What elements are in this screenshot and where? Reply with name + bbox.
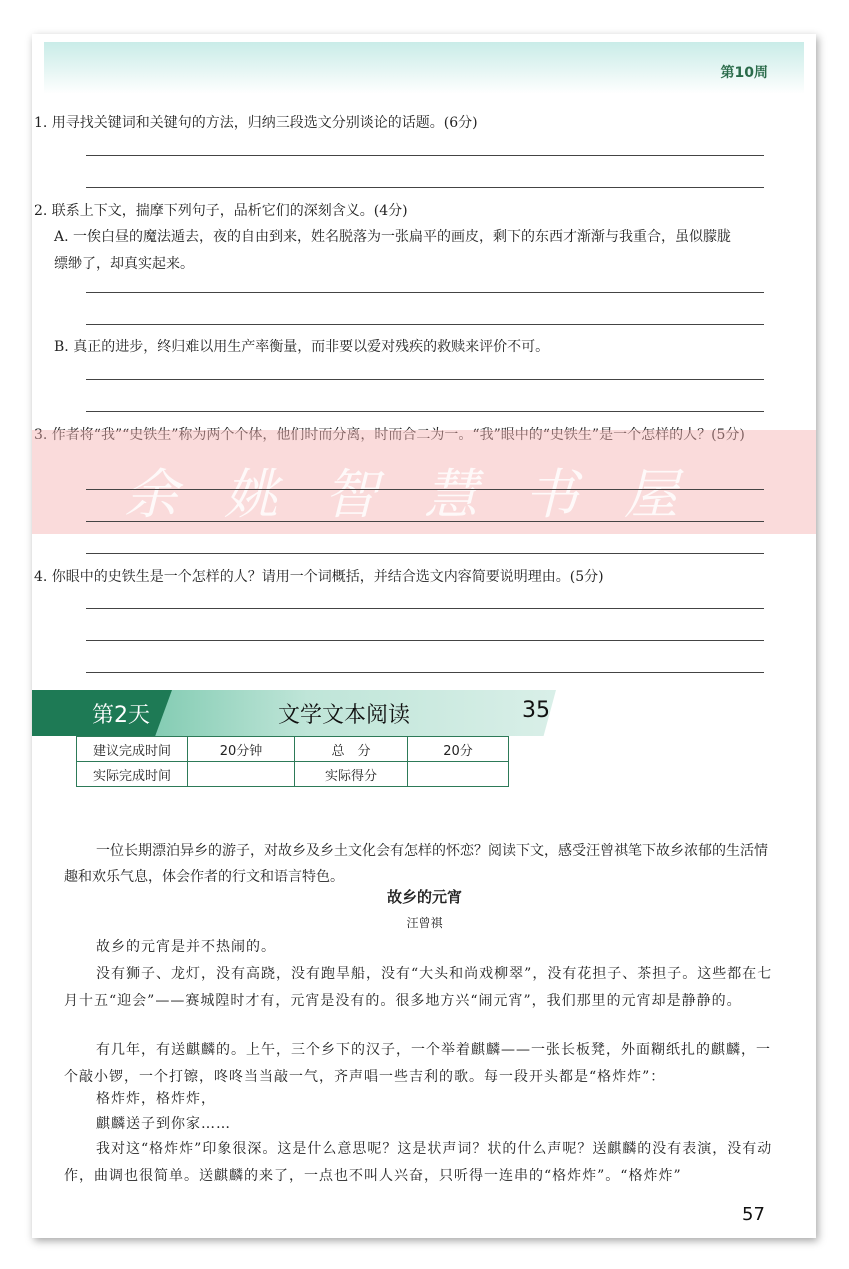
week-label: 第10周 [720,65,768,81]
answer-line [86,553,764,554]
essay-paragraph: 格炸炸，格炸炸， [96,1091,216,1107]
header-band [44,42,804,94]
essay-paragraph: 有几年，有送麒麟的。上午，三个乡下的汉子，一个举着麒麟——一张长板凳，外面糊纸扎的麒麟，一个敲小锣，一个打镲，咚咚当当敲一气，齐声唱一些吉利的歌。每一段开头都是“格炸炸”： [64,1042,771,1085]
table-cell: 20分 [408,737,509,762]
essay-paragraph: 没有狮子、龙灯，没有高跷，没有跑旱船，没有“大头和尚戏柳翠”，没有花担子、茶担子。这些都在七月十五“迎会”——赛城隍时才有，元宵是没有的。很多地方兴“闹元宵”，我们那里的元宵却是静静的。 [64,966,773,1009]
essay-author: 汪曾祺 [406,916,443,930]
day-label: 第2天 [92,703,150,728]
answer-line [86,672,764,673]
question-4: 4. 你眼中的史铁生是一个怎样的人？请用一个词概括，并结合选文内容简要说明理由。(5分) [34,569,604,585]
answer-line [86,521,764,522]
answer-line [86,187,764,188]
watermark-band [32,430,816,534]
section-banner [32,690,562,736]
table-cell: 实际完成时间 [77,762,188,787]
question-2: 2. 联系上下文，揣摩下列句子，品析它们的深刻含义。(4分) [34,203,408,219]
table-cell: 实际得分 [295,762,408,787]
answer-line [86,640,764,641]
answer-line [86,292,764,293]
essay-paragraph: 故乡的元宵是并不热闹的。 [96,939,276,955]
answer-line [86,155,764,156]
table-cell [408,762,509,787]
table-cell: 建议完成时间 [77,737,188,762]
reading-intro: 一位长期漂泊异乡的游子，对故乡及乡土文化会有怎样的怀恋？阅读下文，感受汪曾祺笔下故乡浓郁的生活情趣和欢乐气息，体会作者的行文和语言特色。 [64,843,768,885]
answer-line [86,324,764,325]
completion-info-table [76,736,509,787]
question-2b: B. 真正的进步，终归难以用生产率衡量，而非要以爱对残疾的救赎来评价不可。 [54,339,550,355]
question-3: 3. 作者将“我”“史铁生”称为两个个体，他们时而分离，时而合二为一。“我”眼中的“史铁生”是一个怎样的人？(5分) [34,427,745,443]
table-row [77,737,509,762]
question-1: 1. 用寻找关键词和关键句的方法，归纳三段选文分别谈论的话题。(6分) [34,115,478,131]
essay-title: 故乡的元宵 [386,888,462,906]
answer-line [86,608,764,609]
answer-line [86,411,764,412]
table-cell [188,762,295,787]
essay-paragraph: 麒麟送子到你家…… [96,1116,231,1132]
answer-line [86,379,764,380]
watermark-text: 余姚智慧书屋 [124,463,724,526]
table-cell: 总 分 [295,737,408,762]
section-number: 35 [522,698,550,723]
section-title: 文学文本阅读 [278,703,411,728]
page-number: 57 [742,1204,765,1225]
question-2a: A. 一俟白昼的魔法遁去，夜的自由到来，姓名脱落为一张扁平的画皮，剩下的东西才渐渐与我重合，虽似朦胧缥缈了，却真实起来。 [54,229,732,272]
essay-paragraph: 我对这“格炸炸”印象很深。这是什么意思呢？这是状声词？状的什么声呢？送麒麟的没有表演，没有动作，曲调也很简单。送麒麟的来了，一点也不叫人兴奋，只听得一连串的“格炸炸”。“格炸炸” [64,1141,773,1184]
answer-line [86,489,764,490]
table-cell: 20分钟 [188,737,295,762]
table-row [77,762,509,787]
